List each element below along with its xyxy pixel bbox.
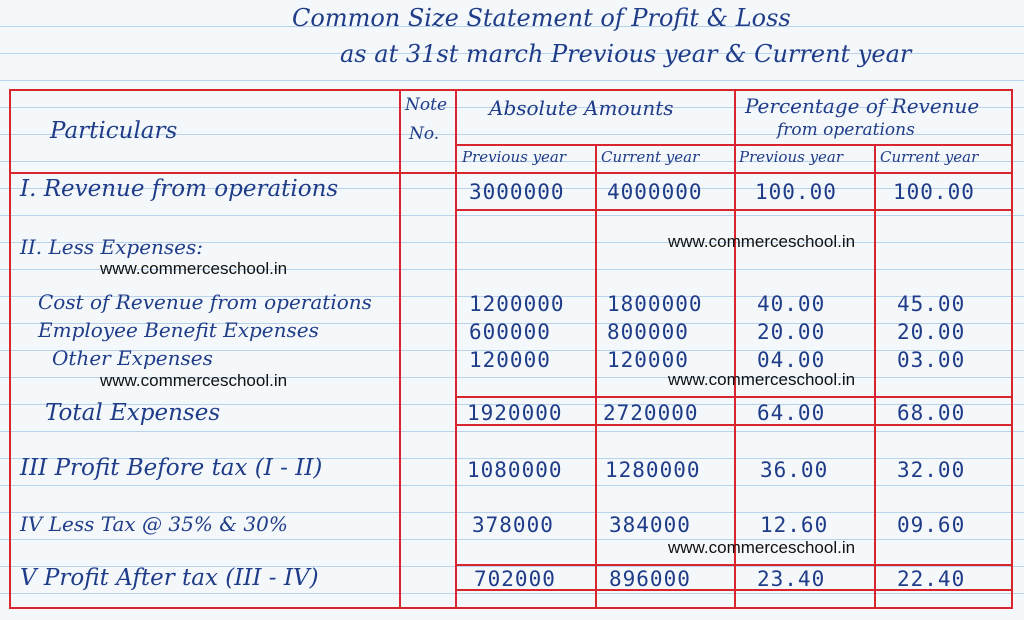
cell-tax-abs-curr: 384000 [609, 513, 691, 537]
watermark-text: www.commerceschool.in [668, 538, 856, 557]
cell-total-pct-curr: 68.00 [897, 401, 966, 425]
cell-revenue-pct-prev: 100.00 [755, 180, 837, 204]
row-label-cost-of-revenue: Cost of Revenue from operations [38, 290, 372, 314]
row-label-total-expenses: Total Expenses [45, 400, 221, 426]
cell-revenue-abs-prev: 3000000 [469, 180, 565, 204]
cell-other-abs-prev: 120000 [469, 348, 551, 372]
watermark-text: www.commerceschool.in [668, 232, 856, 251]
cell-employee-pct-curr: 20.00 [897, 320, 966, 344]
cell-pat-abs-curr: 896000 [609, 567, 691, 591]
header-note-line-1: Note [405, 95, 448, 115]
header-percentage-line-2: from operations [777, 120, 915, 140]
cell-pat-abs-prev: 702000 [474, 567, 556, 591]
header-current-year: Current year [601, 148, 700, 166]
cell-pbt-pct-prev: 36.00 [760, 458, 829, 482]
cell-employee-abs-prev: 600000 [469, 320, 551, 344]
cell-cost-abs-curr: 1800000 [607, 292, 703, 316]
cell-pat-pct-prev: 23.40 [757, 567, 826, 591]
header-percentage-line-1: Percentage of Revenue [745, 94, 980, 118]
header-previous-year-pct: Previous year [739, 148, 844, 166]
cell-pat-pct-curr: 22.40 [897, 567, 966, 591]
cell-tax-pct-curr: 09.60 [897, 513, 966, 537]
header-note-line-2: No. [409, 124, 440, 144]
cell-cost-pct-curr: 45.00 [897, 292, 966, 316]
header-previous-year: Previous year [462, 148, 567, 166]
row-label-other-expenses: Other Expenses [52, 346, 213, 370]
cell-employee-pct-prev: 20.00 [757, 320, 826, 344]
title-line-2: as at 31st march Previous year & Current year [340, 40, 912, 68]
watermark-text: www.commerceschool.in [100, 371, 288, 390]
cell-pbt-abs-prev: 1080000 [467, 458, 563, 482]
row-label-less-tax: IV Less Tax @ 35% & 30% [20, 512, 288, 536]
row-label-profit-after-tax: V Profit After tax (III - IV) [20, 565, 319, 591]
cell-total-pct-prev: 64.00 [757, 401, 826, 425]
cell-revenue-abs-curr: 4000000 [607, 180, 703, 204]
cell-cost-abs-prev: 1200000 [469, 292, 565, 316]
cell-employee-abs-curr: 800000 [607, 320, 689, 344]
cell-other-abs-curr: 120000 [607, 348, 689, 372]
cell-tax-abs-prev: 378000 [472, 513, 554, 537]
cell-cost-pct-prev: 40.00 [757, 292, 826, 316]
watermark-text: www.commerceschool.in [668, 370, 856, 389]
cell-revenue-pct-curr: 100.00 [893, 180, 975, 204]
watermark-text: www.commerceschool.in [100, 259, 288, 278]
cell-tax-pct-prev: 12.60 [760, 513, 829, 537]
header-absolute-amounts: Absolute Amounts [489, 96, 674, 120]
cell-total-abs-curr: 2720000 [603, 401, 699, 425]
cell-other-pct-prev: 04.00 [757, 348, 826, 372]
cell-total-abs-prev: 1920000 [467, 401, 563, 425]
header-particulars: Particulars [50, 118, 178, 144]
title-line-1: Common Size Statement of Profit & Loss [292, 4, 791, 32]
cell-pbt-pct-curr: 32.00 [897, 458, 966, 482]
row-label-less-expenses: II. Less Expenses: [20, 235, 204, 259]
cell-pbt-abs-curr: 1280000 [605, 458, 701, 482]
header-current-year-pct: Current year [880, 148, 979, 166]
row-label-employee-benefit: Employee Benefit Expenses [38, 318, 319, 342]
row-label-profit-before-tax: III Profit Before tax (I - II) [20, 455, 323, 481]
row-label-revenue: I. Revenue from operations [20, 176, 339, 202]
cell-other-pct-curr: 03.00 [897, 348, 966, 372]
